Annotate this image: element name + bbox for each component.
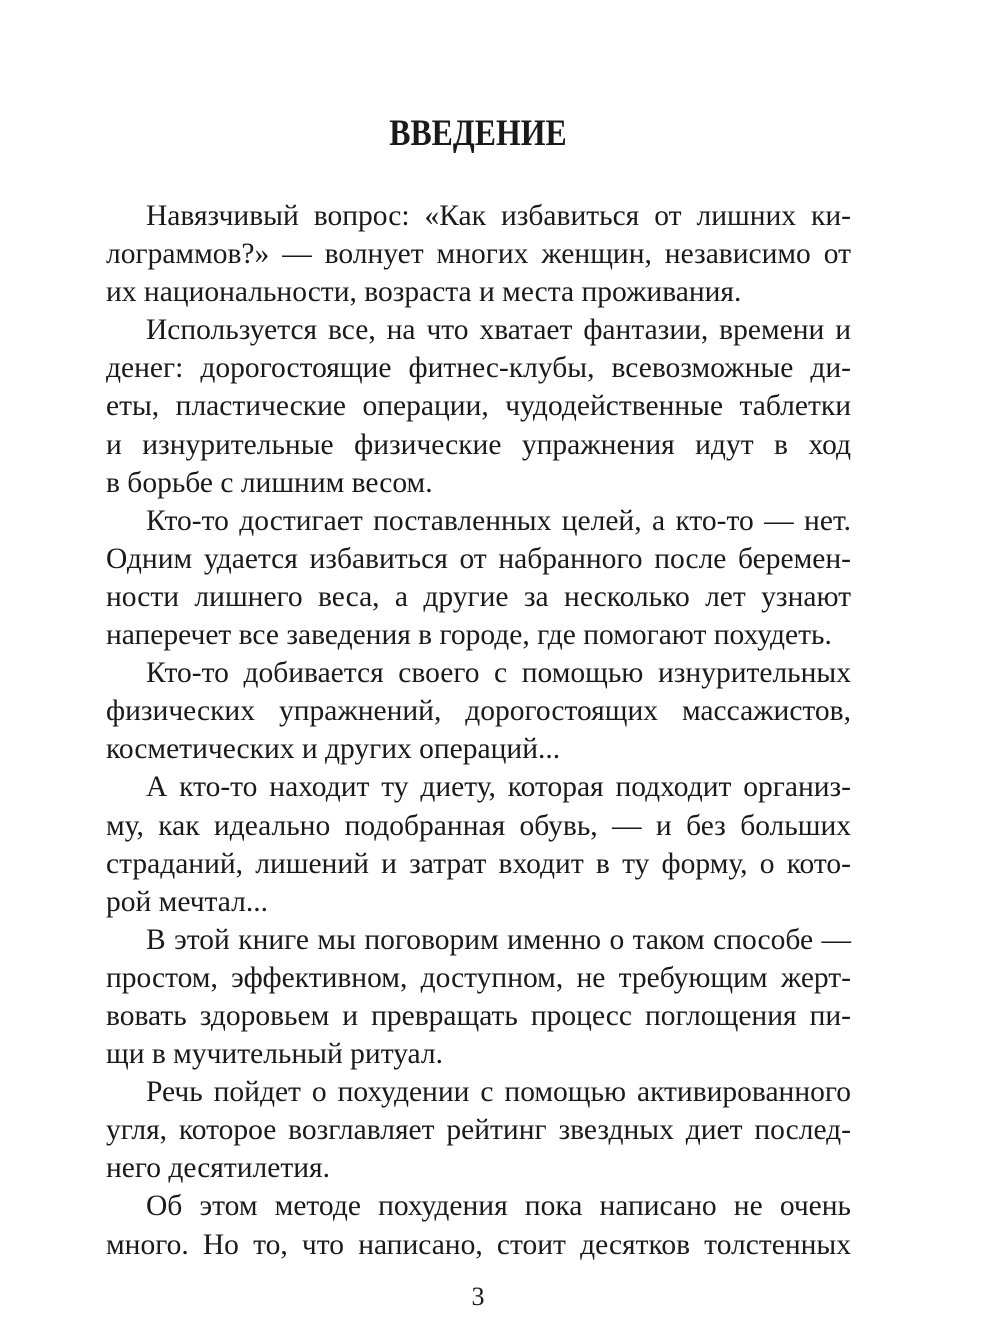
text-line: вовать здоровьем и превращать процесс поглощения пи-	[106, 999, 851, 1032]
text-line: Навязчивый вопрос: «Как избавиться от лишних ки-	[146, 200, 851, 232]
text-line: Об этом методе похудения пока написано не очень	[146, 1190, 851, 1223]
paragraph	[106, 1073, 851, 1187]
chapter-body	[106, 197, 851, 1264]
text-line: него десятилетия.	[106, 1152, 330, 1185]
text-line: много. Но то, что написано, стоит десятков толстенных	[106, 1228, 851, 1261]
paragraph	[106, 921, 851, 1073]
text-line: му, как идеально подобранная обувь, — и без больших	[106, 809, 851, 842]
text-line: денег: дорогостоящие фитнес-клубы, всевозможные ди-	[106, 352, 851, 385]
paragraph	[106, 768, 851, 920]
text-line: Кто-то достигает поставленных целей, а кто-то — нет.	[146, 504, 851, 537]
text-line: Кто-то добивается своего с помощью изнурительных	[146, 657, 851, 690]
text-line: их национальности, возраста и места проживания.	[106, 276, 742, 309]
text-line: Используется все, на что хватает фантазии, времени и	[146, 314, 851, 347]
text-line: простом, эффективном, доступном, не требующим жерт-	[106, 961, 851, 994]
text-line: ности лишнего веса, а другие за несколько лет узнают	[106, 580, 851, 613]
text-line: косметических и других операций...	[106, 733, 561, 766]
paragraph	[106, 197, 851, 311]
chapter-title: ВВЕДЕНИЕ	[389, 113, 567, 154]
paragraph	[106, 654, 851, 768]
paragraph	[106, 311, 851, 501]
text-line: рой мечтал...	[106, 885, 268, 918]
text-line: Речь пойдет о похудении с помощью активированного	[146, 1076, 851, 1109]
text-line: в борьбе с лишним весом.	[106, 466, 433, 499]
paragraph	[106, 502, 851, 654]
text-line: еты, пластические операции, чудодейственные таблетки	[106, 390, 851, 423]
text-line: А кто-то находит ту диету, которая подходит организ-	[146, 771, 851, 804]
text-line: угля, которое возглавляет рейтинг звездных диет послед-	[106, 1114, 851, 1147]
text-line: лограммов?» — волнует многих женщин, независимо от	[106, 238, 851, 271]
text-line: щи в мучительный ритуал.	[106, 1038, 444, 1071]
text-line: Одним удается избавиться от набранного после беремен-	[106, 542, 851, 575]
paragraph	[106, 1187, 851, 1263]
text-line: физических упражнений, дорогостоящих массажистов,	[106, 695, 851, 728]
text-line: страданий, лишений и затрат входит в ту форму, о кото-	[106, 847, 851, 880]
text-line: В этой книге мы поговорим именно о таком способе —	[146, 923, 851, 956]
text-line: и изнурительные физические упражнения идут в ход	[106, 428, 851, 461]
text-line: наперечет все заведения в городе, где помогают похудеть.	[106, 619, 832, 652]
page-number: 3	[471, 1282, 485, 1311]
